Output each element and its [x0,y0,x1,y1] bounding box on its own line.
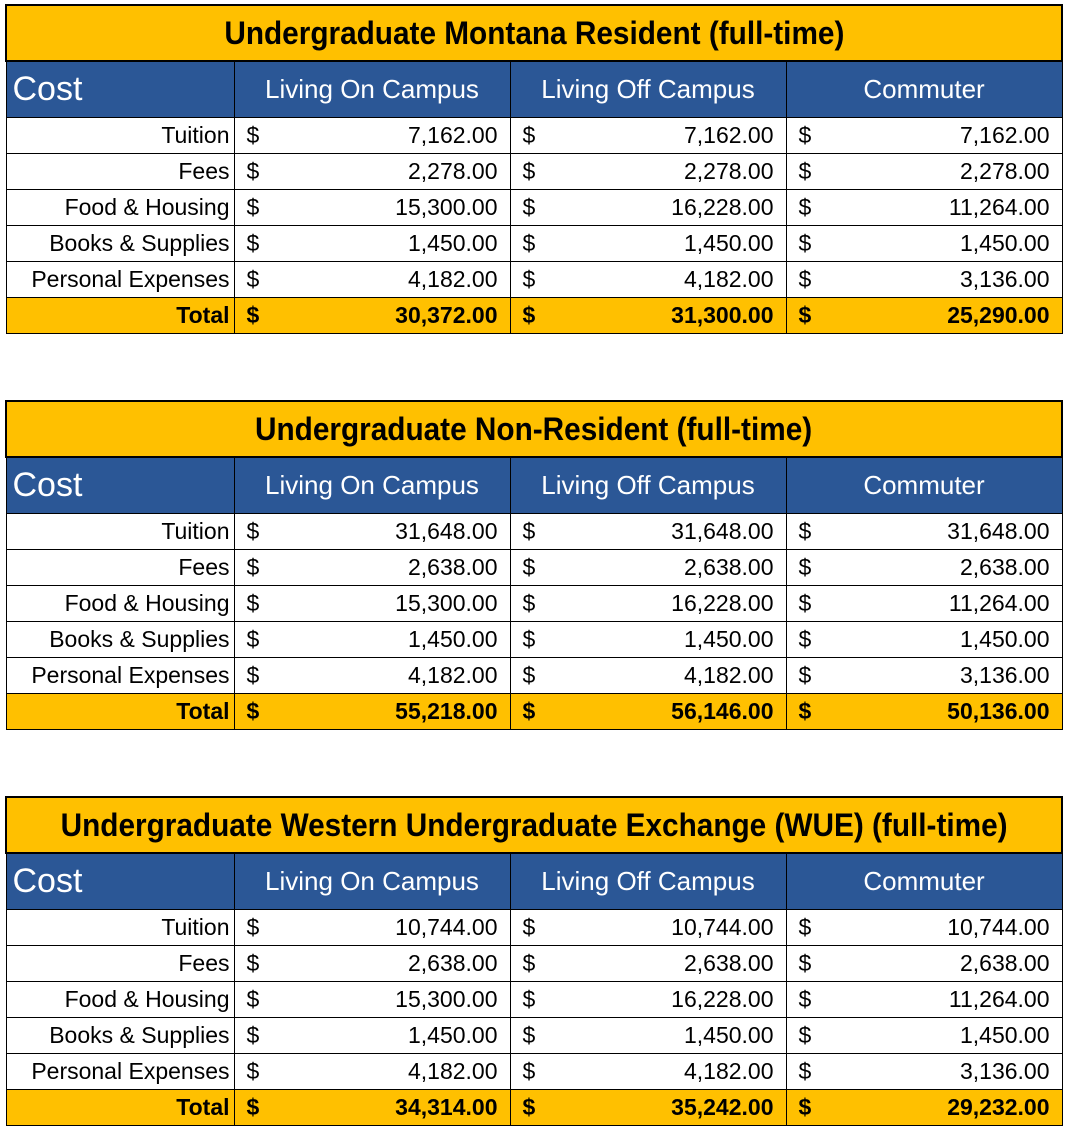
currency-symbol: $ [246,913,260,940]
cost-header: Cost [6,61,234,117]
amount-value: 15,300.00 [395,985,498,1012]
amount-value: 1,450.00 [959,229,1050,256]
row-label: Fees [6,153,234,189]
amount-value: 3,136.00 [959,661,1050,688]
amount-cell [786,657,1062,693]
amount-value: 2,278.00 [683,157,774,184]
amount-value: 16,228.00 [671,193,774,220]
currency-symbol: $ [798,985,812,1012]
row-label: Food & Housing [6,981,234,1017]
cost-table [5,4,1063,334]
table-title [6,797,1062,853]
row-label: Tuition [6,909,234,945]
cost-table [5,400,1063,730]
amount-cell [510,981,786,1017]
amount-value: 1,450.00 [407,229,498,256]
amount-cell [510,945,786,981]
currency-symbol: $ [246,301,260,328]
table-title [6,5,1062,61]
table-row [6,549,1062,585]
column-header: Living Off Campus [510,61,786,117]
amount-value: 11,264.00 [948,985,1050,1012]
amount-cell [234,153,510,189]
amount-cell [234,297,510,333]
column-header: Living Off Campus [510,853,786,909]
amount-cell [510,297,786,333]
row-label: Personal Expenses [6,261,234,297]
amount-cell [510,1053,786,1089]
row-label: Total [6,297,234,333]
amount-cell [234,945,510,981]
currency-symbol: $ [522,121,536,148]
amount-cell [786,585,1062,621]
currency-symbol: $ [522,985,536,1012]
column-header-row [6,457,1062,513]
currency-symbol: $ [522,193,536,220]
currency-symbol: $ [798,697,812,724]
column-header: Living On Campus [234,853,510,909]
currency-symbol: $ [798,1093,812,1120]
table-title-text: Undergraduate Non-Resident (full-time) [255,410,813,447]
amount-value: 11,264.00 [948,193,1050,220]
currency-symbol: $ [246,661,260,688]
currency-symbol: $ [246,157,260,184]
table-row [6,981,1062,1017]
currency-symbol: $ [798,265,812,292]
amount-cell [786,1053,1062,1089]
table-title-row [6,5,1062,61]
amount-value: 7,162.00 [959,121,1050,148]
currency-symbol: $ [246,625,260,652]
amount-cell [786,297,1062,333]
table-row [6,945,1062,981]
amount-cell [786,1017,1062,1053]
amount-value: 30,372.00 [395,301,498,328]
currency-symbol: $ [246,949,260,976]
row-label: Food & Housing [6,189,234,225]
amount-cell [510,1017,786,1053]
column-header-row [6,853,1062,909]
table-row [6,153,1062,189]
amount-cell [786,513,1062,549]
amount-cell [786,909,1062,945]
currency-symbol: $ [798,301,812,328]
amount-cell [234,693,510,729]
amount-cell [510,513,786,549]
amount-value: 4,182.00 [407,265,498,292]
amount-value: 1,450.00 [407,1021,498,1048]
currency-symbol: $ [522,625,536,652]
currency-symbol: $ [522,1093,536,1120]
currency-symbol: $ [246,1021,260,1048]
currency-symbol: $ [522,697,536,724]
amount-cell [510,585,786,621]
amount-cell [234,513,510,549]
table-row [6,189,1062,225]
currency-symbol: $ [798,661,812,688]
amount-cell [510,549,786,585]
amount-value: 2,638.00 [959,553,1050,580]
amount-value: 15,300.00 [395,193,498,220]
amount-value: 4,182.00 [683,265,774,292]
total-row [6,1089,1062,1125]
table-title [6,401,1062,457]
amount-cell [786,225,1062,261]
row-label: Books & Supplies [6,225,234,261]
currency-symbol: $ [522,661,536,688]
amount-value: 2,638.00 [407,553,498,580]
amount-cell [510,261,786,297]
currency-symbol: $ [246,1057,260,1084]
row-label: Total [6,1089,234,1125]
currency-symbol: $ [522,949,536,976]
column-header-row [6,61,1062,117]
amount-value: 2,638.00 [683,553,774,580]
table-row [6,1053,1062,1089]
amount-value: 25,290.00 [947,301,1050,328]
currency-symbol: $ [798,121,812,148]
amount-value: 4,182.00 [407,1057,498,1084]
currency-symbol: $ [246,697,260,724]
amount-value: 11,264.00 [948,589,1050,616]
currency-symbol: $ [522,229,536,256]
table-row [6,513,1062,549]
column-header: Commuter [786,457,1062,513]
amount-cell [786,117,1062,153]
currency-symbol: $ [522,301,536,328]
amount-cell [786,693,1062,729]
currency-symbol: $ [246,229,260,256]
currency-symbol: $ [798,589,812,616]
amount-value: 56,146.00 [671,697,774,724]
amount-value: 1,450.00 [959,625,1050,652]
amount-value: 34,314.00 [395,1093,498,1120]
currency-symbol: $ [246,517,260,544]
amount-cell [234,1089,510,1125]
amount-value: 3,136.00 [959,1057,1050,1084]
amount-cell [510,153,786,189]
amount-cell [234,909,510,945]
amount-cell [786,621,1062,657]
amount-value: 35,242.00 [671,1093,774,1120]
amount-value: 10,744.00 [671,913,774,940]
table-row [6,657,1062,693]
currency-symbol: $ [246,121,260,148]
amount-value: 2,278.00 [407,157,498,184]
row-label: Books & Supplies [6,621,234,657]
row-label: Books & Supplies [6,1017,234,1053]
column-header: Living On Campus [234,457,510,513]
amount-cell [786,1089,1062,1125]
currency-symbol: $ [798,553,812,580]
table-title-text: Undergraduate Western Undergraduate Exchange (WUE) (full-time) [60,806,1008,843]
currency-symbol: $ [798,517,812,544]
total-row [6,693,1062,729]
amount-value: 2,278.00 [959,157,1050,184]
currency-symbol: $ [522,1021,536,1048]
currency-symbol: $ [246,265,260,292]
amount-cell [234,261,510,297]
amount-value: 4,182.00 [407,661,498,688]
currency-symbol: $ [246,193,260,220]
amount-cell [786,261,1062,297]
amount-value: 2,638.00 [959,949,1050,976]
column-header: Living On Campus [234,61,510,117]
table-title-text: Undergraduate Montana Resident (full-time) [223,14,845,51]
amount-value: 31,648.00 [671,517,774,544]
row-label: Tuition [6,117,234,153]
currency-symbol: $ [798,193,812,220]
amount-value: 50,136.00 [947,697,1050,724]
amount-value: 55,218.00 [395,697,498,724]
cost-table [5,796,1063,1126]
table-row [6,1017,1062,1053]
amount-cell [234,621,510,657]
amount-cell [510,1089,786,1125]
table-row [6,261,1062,297]
amount-value: 7,162.00 [683,121,774,148]
currency-symbol: $ [246,1093,260,1120]
amount-cell [510,657,786,693]
amount-cell [234,225,510,261]
amount-value: 1,450.00 [407,625,498,652]
table-row [6,909,1062,945]
currency-symbol: $ [798,157,812,184]
amount-value: 31,648.00 [395,517,498,544]
amount-value: 2,638.00 [683,949,774,976]
amount-value: 3,136.00 [959,265,1050,292]
amount-value: 16,228.00 [671,589,774,616]
table-title-row [6,401,1062,457]
amount-value: 10,744.00 [947,913,1050,940]
amount-cell [510,693,786,729]
currency-symbol: $ [798,1021,812,1048]
cost-header: Cost [6,457,234,513]
amount-cell [510,909,786,945]
row-label: Tuition [6,513,234,549]
amount-cell [234,1017,510,1053]
amount-cell [510,225,786,261]
amount-cell [234,189,510,225]
row-label: Food & Housing [6,585,234,621]
total-row [6,297,1062,333]
currency-symbol: $ [522,517,536,544]
amount-value: 1,450.00 [959,1021,1050,1048]
amount-cell [234,585,510,621]
amount-cell [786,189,1062,225]
column-header: Commuter [786,853,1062,909]
amount-value: 31,300.00 [671,301,774,328]
currency-symbol: $ [522,913,536,940]
column-header: Commuter [786,61,1062,117]
amount-cell [786,945,1062,981]
amount-cell [786,549,1062,585]
amount-value: 7,162.00 [407,121,498,148]
amount-value: 4,182.00 [683,661,774,688]
currency-symbol: $ [522,1057,536,1084]
amount-cell [234,981,510,1017]
amount-value: 1,450.00 [683,625,774,652]
row-label: Personal Expenses [6,1053,234,1089]
amount-cell [234,657,510,693]
currency-symbol: $ [798,1057,812,1084]
table-row [6,585,1062,621]
currency-symbol: $ [798,913,812,940]
currency-symbol: $ [522,553,536,580]
table-row [6,621,1062,657]
amount-value: 1,450.00 [683,1021,774,1048]
row-label: Personal Expenses [6,657,234,693]
amount-cell [510,117,786,153]
table-row [6,117,1062,153]
amount-value: 16,228.00 [671,985,774,1012]
currency-symbol: $ [798,949,812,976]
amount-value: 2,638.00 [407,949,498,976]
currency-symbol: $ [522,157,536,184]
amount-value: 10,744.00 [395,913,498,940]
currency-symbol: $ [522,265,536,292]
currency-symbol: $ [246,553,260,580]
currency-symbol: $ [522,589,536,616]
cost-header: Cost [6,853,234,909]
amount-cell [234,117,510,153]
amount-cell [510,621,786,657]
row-label: Total [6,693,234,729]
currency-symbol: $ [798,625,812,652]
row-label: Fees [6,549,234,585]
amount-value: 1,450.00 [683,229,774,256]
amount-value: 15,300.00 [395,589,498,616]
amount-value: 29,232.00 [947,1093,1050,1120]
table-row [6,225,1062,261]
amount-value: 4,182.00 [683,1057,774,1084]
amount-value: 31,648.00 [947,517,1050,544]
amount-cell [786,153,1062,189]
amount-cell [786,981,1062,1017]
currency-symbol: $ [246,589,260,616]
table-title-row [6,797,1062,853]
currency-symbol: $ [798,229,812,256]
amount-cell [510,189,786,225]
amount-cell [234,1053,510,1089]
amount-cell [234,549,510,585]
column-header: Living Off Campus [510,457,786,513]
currency-symbol: $ [246,985,260,1012]
row-label: Fees [6,945,234,981]
